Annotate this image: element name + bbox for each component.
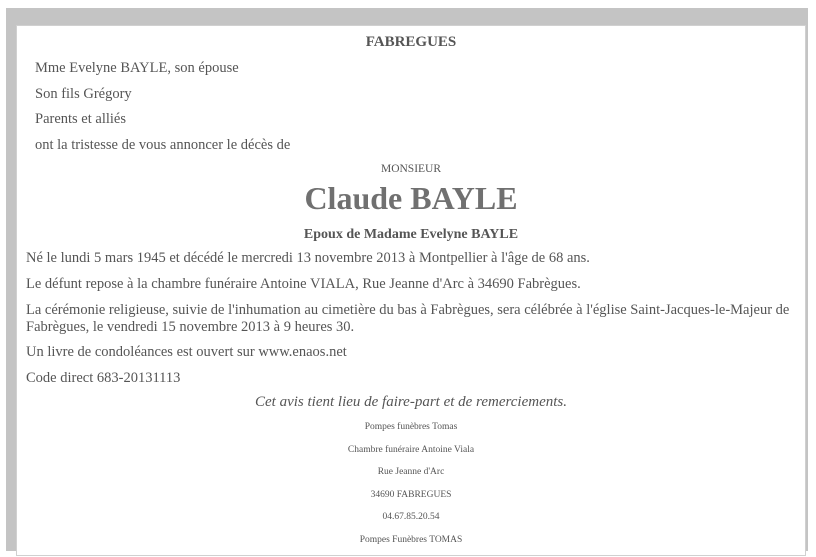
deceased-subtitle: Epoux de Madame Evelyne BAYLE [303,227,519,242]
notice-frame [6,8,808,551]
funeral-home-line: Chambre funéraire Antoine Viala [347,445,475,455]
condolences-paragraph: Un livre de condoléances est ouvert sur www.enaos.net [26,344,347,360]
obituary-notice [16,25,806,556]
intro-line-announcement: ont la tristesse de vous annoncer le décès de [35,137,291,153]
birth-death-paragraph: Né le lundi 5 mars 1945 et décédé le mercredi 13 novembre 2013 à Montpellier à l'âge de 68 ans. [26,250,590,266]
intro-line-son: Son fils Grégory [35,86,132,102]
closing-note: Cet avis tient lieu de faire-part et de remerciements. [255,394,567,410]
town-heading: FABREGUES [365,34,457,50]
funeral-home-line: 34690 FABREGUES [370,490,452,500]
intro-line-family: Parents et alliés [35,111,127,127]
funeral-home-line: Pompes funèbres Tomas [364,422,458,432]
funeral-home-line: Pompes Funèbres TOMAS [359,535,463,545]
honorific: MONSIEUR [380,163,442,175]
funeral-home-line: Rue Jeanne d'Arc [377,467,445,477]
funeral-home-line: 04.67.85.20.54 [382,512,440,522]
direct-code-paragraph: Code direct 683-20131113 [26,370,181,386]
ceremony-paragraph: La cérémonie religieuse, suivie de l'inhumation au cimetière du bas à Fabrègues, sera célébrée à l'église Saint-Jacques-le-Majeur de Fabrègues, le vendredi 15 novembre 2013 à 9 heures 30. [26,302,790,335]
deceased-name: Claude BAYLE [304,180,518,216]
resting-place-paragraph: Le défunt repose à la chambre funéraire Antoine VIALA, Rue Jeanne d'Arc à 34690 Fabrègues. [26,276,581,292]
intro-line-spouse: Mme Evelyne BAYLE, son épouse [35,60,239,76]
